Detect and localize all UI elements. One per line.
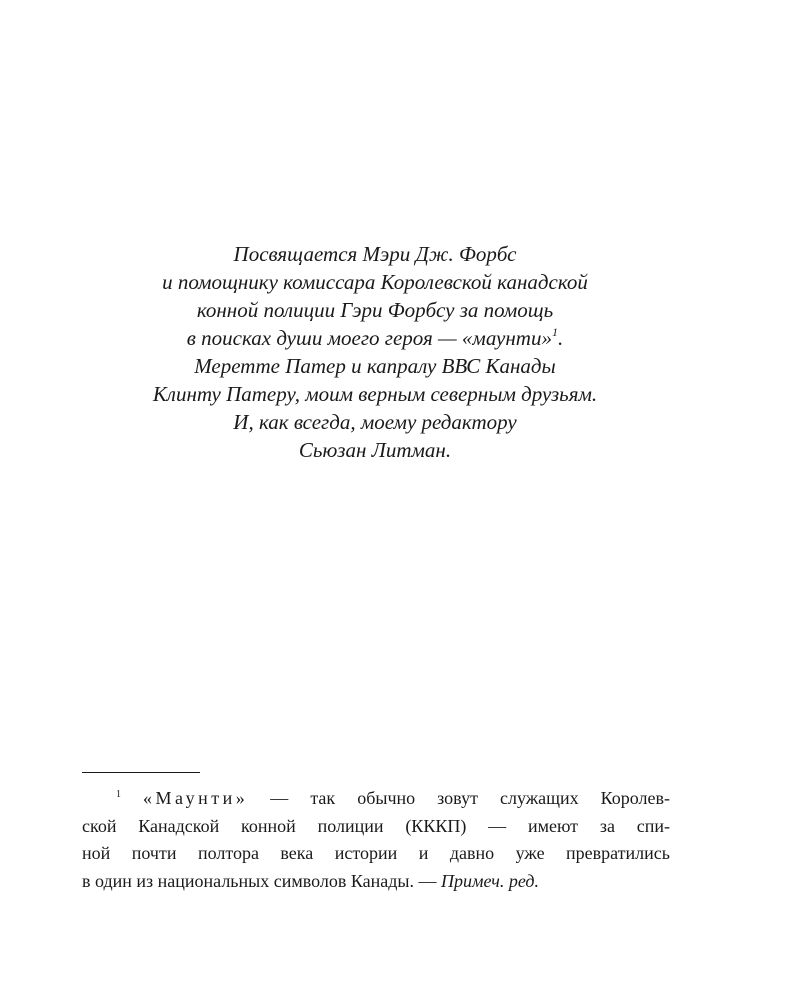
- footnote-line: ной почти полтора века истории и давно уже превратились: [82, 843, 670, 863]
- dedication-line: Меретте Патер и капралу ВВС Канады: [194, 354, 556, 378]
- footnote-marker: 1: [116, 789, 121, 800]
- footnote-line: ской Канадской конной полиции (КККП) — имеют за спи-: [82, 815, 670, 836]
- footnote-line: [82, 785, 670, 813]
- dedication-line: И, как всегда, моему редактору: [233, 410, 517, 434]
- dedication: [0, 240, 750, 464]
- footnote-text: в один из национальных символов Канады. —: [82, 870, 441, 891]
- dedication-line: конной полиции Гэри Форбсу за помощь: [196, 298, 554, 322]
- dedication-line-end: .: [557, 326, 564, 350]
- editor-note: Примеч. ред.: [441, 870, 539, 891]
- footnote-text: — так обычно зовут служащих Королев-: [248, 788, 670, 808]
- dedication-line: [0, 324, 750, 352]
- footnote: [82, 785, 670, 895]
- dedication-line: и помощнику комиссара Королевской канадской: [162, 270, 588, 294]
- footnote-reference[interactable]: 1: [551, 325, 558, 339]
- dedication-line: Сьюзан Литман.: [298, 438, 452, 462]
- footnote-divider: [82, 772, 200, 773]
- footnote-line: [82, 868, 670, 896]
- footnote-term: «Маунти»: [143, 788, 249, 808]
- dedication-line-text: в поисках души моего героя — «маунти»: [186, 326, 552, 350]
- dedication-line: Посвящается Мэри Дж. Форбс: [233, 242, 517, 266]
- dedication-line: Клинту Патеру, моим верным северным друзьям.: [152, 382, 598, 406]
